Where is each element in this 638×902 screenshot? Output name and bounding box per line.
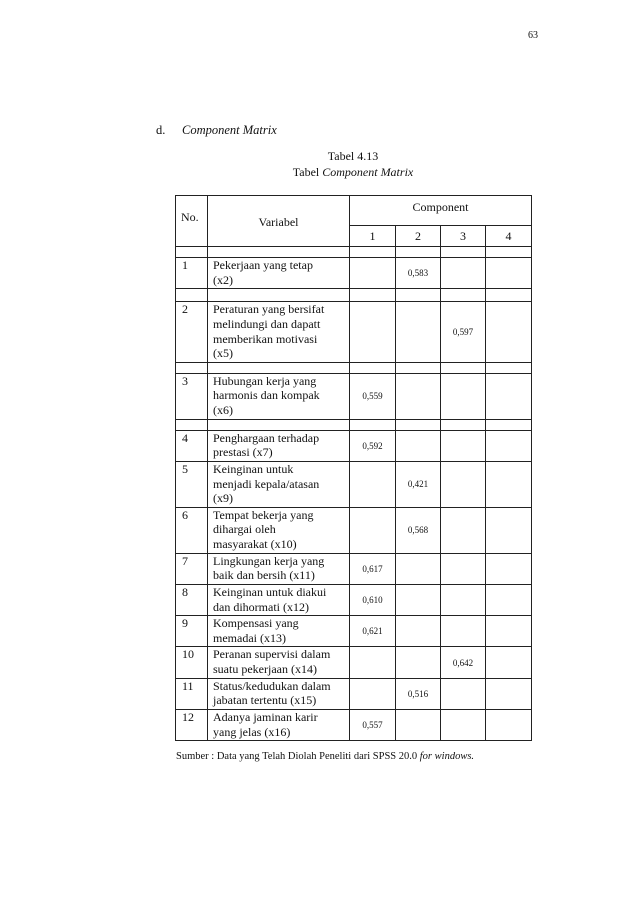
row-variable <box>208 302 350 363</box>
source-note <box>176 751 474 762</box>
loading-value-c2 <box>396 616 441 647</box>
loading-value-c2 <box>396 373 441 419</box>
table-row <box>176 584 532 615</box>
table-row <box>176 616 532 647</box>
table-caption-number: Tabel 4.13 <box>327 149 379 163</box>
loading-value-c1 <box>350 678 396 709</box>
variable-line: Kompensasi yang <box>213 616 299 631</box>
loading-value-c2 <box>396 584 441 615</box>
row-variable <box>208 430 350 461</box>
table-row <box>176 373 532 419</box>
row-variable <box>208 616 350 647</box>
loading-value-c1: 0,617 <box>350 553 396 584</box>
row-variable <box>208 709 350 740</box>
variable-line: Pekerjaan yang tetap <box>213 258 313 272</box>
row-number: 5 <box>176 461 208 507</box>
row-number: 11 <box>176 678 208 709</box>
spacer-cell <box>486 419 532 430</box>
spacer-cell <box>441 247 486 258</box>
loading-value-c4 <box>486 461 532 507</box>
table-row <box>176 553 532 584</box>
row-variable <box>208 373 350 419</box>
spacer-cell <box>176 362 208 373</box>
loading-value-c1 <box>350 507 396 553</box>
row-variable <box>208 584 350 615</box>
variable-line: Hubungan kerja yang <box>213 373 317 388</box>
variable-line: masyarakat (x10) <box>213 537 297 551</box>
header-component-4: 4 <box>486 226 532 247</box>
spacer-cell <box>208 362 350 373</box>
loading-value-c2: 0,568 <box>396 507 441 553</box>
loading-value-c2 <box>396 647 441 678</box>
header-component-2: 2 <box>396 226 441 247</box>
table-row <box>176 709 532 740</box>
loading-value-c1: 0,610 <box>350 584 396 615</box>
loading-value-c3 <box>441 461 486 507</box>
header-variable: Variabel <box>208 196 350 247</box>
loading-value-c3 <box>441 373 486 419</box>
loading-value-c3 <box>441 616 486 647</box>
section-title: Component Matrix <box>182 123 277 137</box>
loading-value-c4 <box>486 430 532 461</box>
row-number: 9 <box>176 616 208 647</box>
table-row <box>176 461 532 507</box>
loading-value-c1: 0,559 <box>350 373 396 419</box>
loading-value-c4 <box>486 678 532 709</box>
spacer-cell <box>176 289 208 302</box>
page-number: 63 <box>528 30 538 41</box>
spacer-cell <box>441 362 486 373</box>
spacer-cell <box>441 419 486 430</box>
loading-value-c4 <box>486 616 532 647</box>
spacer-cell <box>350 419 396 430</box>
loading-value-c4 <box>486 647 532 678</box>
row-variable <box>208 258 350 289</box>
variable-line: Keinginan untuk diakui <box>213 584 327 599</box>
loading-value-c3 <box>441 584 486 615</box>
loading-value-c1 <box>350 302 396 363</box>
source-italic: for windows. <box>419 751 475 762</box>
variable-line: dihargai oleh <box>213 522 276 537</box>
row-spacer <box>176 362 532 373</box>
table-body <box>176 247 532 741</box>
spacer-cell <box>176 419 208 430</box>
variable-line: memberikan motivasi <box>213 331 318 346</box>
row-number: 1 <box>176 258 208 289</box>
row-number: 6 <box>176 507 208 553</box>
spacer-cell <box>350 289 396 302</box>
loading-value-c3: 0,597 <box>441 302 486 363</box>
spacer-cell <box>208 247 350 258</box>
loading-value-c2 <box>396 553 441 584</box>
loading-value-c3 <box>441 709 486 740</box>
spacer-cell <box>208 419 350 430</box>
row-number: 8 <box>176 584 208 615</box>
header-no: No. <box>176 196 208 247</box>
variable-line: dan dihormati (x12) <box>213 599 309 614</box>
variable-line: harmonis dan kompak <box>213 388 320 403</box>
loading-value-c1 <box>350 647 396 678</box>
variable-line: memadai (x13) <box>213 630 286 645</box>
row-number: 7 <box>176 553 208 584</box>
variable-line: Tempat bekerja yang <box>213 507 314 522</box>
header-component-1: 1 <box>350 226 396 247</box>
row-variable <box>208 507 350 553</box>
spacer-cell <box>441 289 486 302</box>
loading-value-c4 <box>486 507 532 553</box>
loading-value-c3 <box>441 507 486 553</box>
row-spacer <box>176 419 532 430</box>
component-matrix-table <box>175 195 532 741</box>
variable-line: Penghargaan terhadap <box>213 430 320 445</box>
loading-value-c3: 0,642 <box>441 647 486 678</box>
row-number: 12 <box>176 709 208 740</box>
loading-value-c4 <box>486 584 532 615</box>
loading-value-c4 <box>486 709 532 740</box>
variable-line: (x6) <box>213 403 233 417</box>
loading-value-c4 <box>486 302 532 363</box>
loading-value-c3 <box>441 678 486 709</box>
spacer-cell <box>176 247 208 258</box>
variable-line: yang jelas (x16) <box>213 724 291 739</box>
row-number: 4 <box>176 430 208 461</box>
row-variable <box>208 461 350 507</box>
loading-value-c1: 0,592 <box>350 430 396 461</box>
loading-value-c3 <box>441 430 486 461</box>
header-component-3: 3 <box>441 226 486 247</box>
row-spacer <box>176 247 532 258</box>
spacer-cell <box>396 362 441 373</box>
table-row <box>176 258 532 289</box>
variable-line: Lingkungan kerja yang <box>213 553 325 568</box>
loading-value-c4 <box>486 258 532 289</box>
source-text: Sumber : Data yang Telah Diolah Peneliti dari SPSS 20.0 <box>176 751 420 762</box>
variable-line: prestasi (x7) <box>213 445 273 460</box>
variable-line: suatu pekerjaan (x14) <box>213 662 317 676</box>
loading-value-c4 <box>486 373 532 419</box>
loading-value-c2 <box>396 302 441 363</box>
variable-line: menjadi kepala/atasan <box>213 476 320 491</box>
row-variable <box>208 678 350 709</box>
variable-line: jabatan tertentu (x15) <box>213 693 317 708</box>
variable-line: (x2) <box>213 272 233 287</box>
variable-line: Adanya jaminan karir <box>213 709 318 724</box>
caption-prefix: Tabel <box>292 165 323 179</box>
variable-line: (x5) <box>213 346 233 361</box>
spacer-cell <box>396 419 441 430</box>
spacer-cell <box>350 247 396 258</box>
spacer-cell <box>396 247 441 258</box>
spacer-cell <box>208 289 350 302</box>
loading-value-c1: 0,621 <box>350 616 396 647</box>
variable-line: Status/kedudukan dalam <box>213 678 331 693</box>
header-component: Component <box>350 196 532 226</box>
variable-line: baik dan bersih (x11) <box>213 568 315 583</box>
row-variable <box>208 647 350 678</box>
variable-line: Peranan supervisi dalam <box>213 647 331 662</box>
loading-value-c3 <box>441 258 486 289</box>
loading-value-c2: 0,516 <box>396 678 441 709</box>
loading-value-c1 <box>350 461 396 507</box>
row-variable <box>208 553 350 584</box>
spacer-cell <box>486 289 532 302</box>
row-number: 3 <box>176 373 208 419</box>
table-row <box>176 507 532 553</box>
loading-value-c2 <box>396 430 441 461</box>
row-number: 2 <box>176 302 208 363</box>
variable-line: Peraturan yang bersifat <box>213 302 325 317</box>
table-row <box>176 647 532 678</box>
variable-line: melindungi dan dapatt <box>213 316 321 331</box>
row-spacer <box>176 289 532 302</box>
loading-value-c2: 0,583 <box>396 258 441 289</box>
loading-value-c4 <box>486 553 532 584</box>
loading-value-c1 <box>350 258 396 289</box>
section-letter: d. <box>156 123 166 137</box>
spacer-cell <box>486 362 532 373</box>
table-caption-title <box>176 165 530 180</box>
loading-value-c2 <box>396 709 441 740</box>
variable-line: (x9) <box>213 491 233 506</box>
table-row <box>176 678 532 709</box>
spacer-cell <box>396 289 441 302</box>
loading-value-c2: 0,421 <box>396 461 441 507</box>
section-heading <box>156 123 277 138</box>
row-number: 10 <box>176 647 208 678</box>
loading-value-c3 <box>441 553 486 584</box>
spacer-cell <box>350 362 396 373</box>
caption-italic: Component Matrix <box>322 165 414 179</box>
table-row <box>176 430 532 461</box>
variable-line: Keinginan untuk <box>213 461 294 476</box>
loading-value-c1: 0,557 <box>350 709 396 740</box>
spacer-cell <box>486 247 532 258</box>
table-row <box>176 302 532 363</box>
